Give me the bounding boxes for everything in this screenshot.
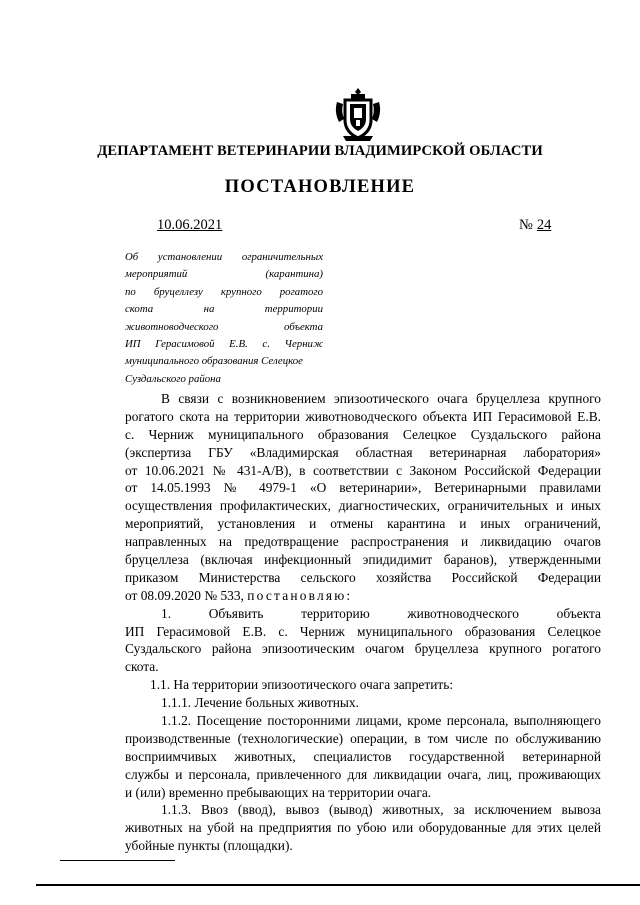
body-line: животных на убой на предприятия по убою или оборудованные для этих целей: [125, 820, 601, 836]
body-line: направленных на предотвращение распространения и ликвидацию очагов: [125, 534, 601, 550]
body-line: восприимчивых животных, специалистов государственной ветеринарной: [125, 748, 601, 764]
subject-line: муниципального образования Селецкое: [125, 355, 303, 368]
body-line-text: от 08.09.2020 № 533,: [125, 587, 244, 603]
subject-line: мероприятий (карантина): [125, 268, 323, 281]
page-bottom-rule: [36, 884, 640, 886]
subject-line: ИП Герасимовой Е.В. с. Черниж: [125, 337, 323, 350]
subject-line: по бруцеллезу крупного рогатого: [125, 285, 323, 298]
coat-of-arms-icon: [333, 86, 383, 142]
body-line: от 14.05.1993 № 4979-1 «О ветеринарии», Ветеринарными правилами: [125, 480, 601, 496]
body-line: от 10.06.2021 № 431-А/В), в соответствии с Законом Российской Федерации: [125, 462, 601, 478]
body-line: производственные (технологические) операции, в том числе по обслуживанию: [125, 730, 601, 746]
document-body: [125, 390, 601, 855]
number-sign: №: [519, 217, 533, 233]
body-line: (экспертиза ГБУ «Владимирская областная ветеринарная лаборатория»: [125, 444, 601, 460]
subject-line: животноводческого объекта: [125, 320, 323, 333]
body-line: В связи с возникновением эпизоотического очага бруцеллеза крупного: [161, 391, 601, 406]
body-line: 1.1. На территории эпизоотического очага запретить:: [150, 677, 454, 693]
subject-line: Об установлении ограничительных: [125, 251, 323, 263]
body-line: ИП Герасимовой Е.В. с. Черниж муниципального образования Селецкое: [125, 623, 601, 639]
number-value: 24: [536, 217, 552, 233]
body-line: 1.1.3. Ввоз (ввод), вывоз (вывод) животных, за исключением вывоза: [161, 802, 601, 818]
body-line: рогатого скота на территории животноводческого объекта ИП Герасимовой Е.В.: [125, 408, 601, 424]
body-line: с. Черниж муниципального образования Селецкое Суздальского района: [125, 426, 601, 442]
body-line: 1. Объявить территорию животноводческого объекта: [161, 605, 601, 621]
body-line: осуществления профилактических, диагностических, ограничительных и иных: [125, 498, 601, 514]
subject-line: скота на территории: [125, 303, 323, 316]
document-title: ПОСТАНОВЛЕНИЕ: [224, 177, 416, 197]
document-date: 10.06.2021: [157, 217, 223, 233]
body-line: Суздальского района эпизоотическим очагом бруцеллеза крупного рогатого: [125, 641, 601, 657]
body-line: 1.1.1. Лечение больных животных.: [161, 695, 359, 711]
document-number: [519, 217, 551, 234]
body-line: 1.1.2. Посещение посторонними лицами, кроме персонала, выполняющего: [161, 713, 601, 729]
body-line: и (или) временно пребывающих на территории очага.: [125, 784, 432, 800]
body-line: приказом Министерства сельского хозяйства Российской Федерации: [125, 569, 601, 585]
body-line: скота.: [125, 659, 159, 675]
body-line: бруцеллеза (включая инфекционный эпидидимит баранов), утвержденными: [125, 552, 601, 568]
subject-line: Суздальского района: [125, 372, 221, 385]
body-line: убойные пункты (площадки).: [125, 838, 293, 854]
decree-word: постановляю:: [247, 587, 353, 603]
body-line: службы и персонала, привлеченного для ликвидации очага, лиц, проживающих: [125, 766, 601, 782]
department-name: ДЕПАРТАМЕНТ ВЕТЕРИНАРИИ ВЛАДИМИРСКОЙ ОБЛАСТИ: [97, 143, 543, 159]
footnote-separator: [60, 860, 175, 861]
document-subject: [125, 249, 323, 388]
body-line: [125, 587, 601, 605]
body-line: мероприятий, установления и отмены карантина и иных ограничений,: [125, 516, 601, 532]
